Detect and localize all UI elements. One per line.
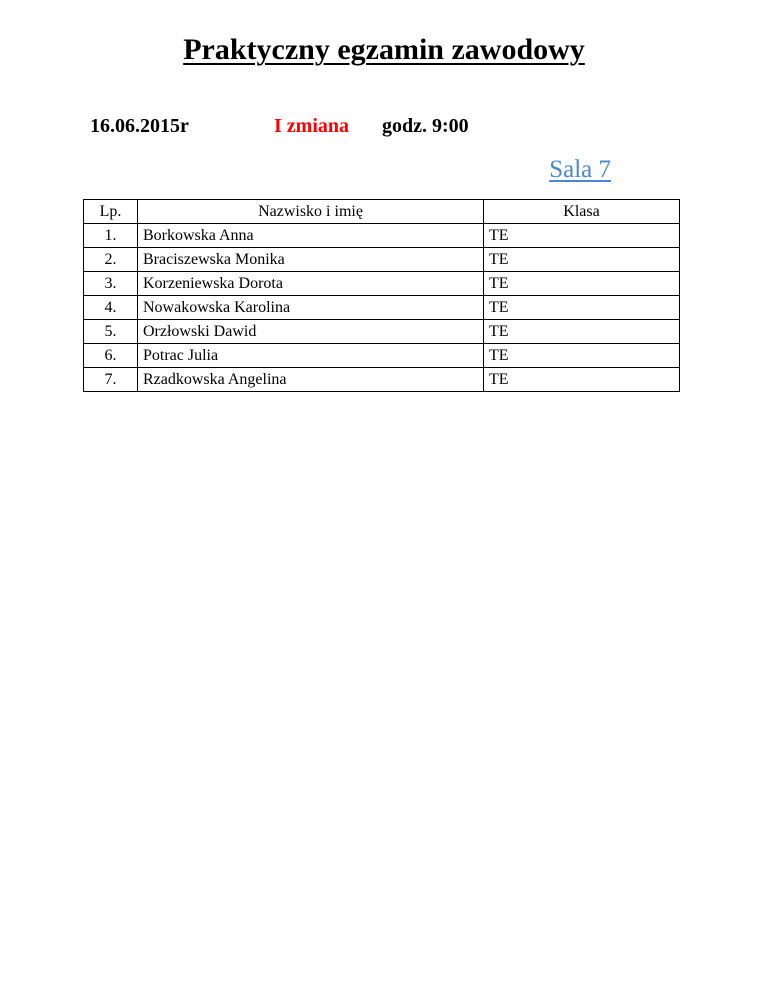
- row-klasa: TE: [484, 272, 680, 296]
- exam-hour: godz. 9:00: [382, 115, 469, 137]
- header-lp: Lp.: [84, 200, 138, 224]
- table-row: [84, 272, 680, 296]
- exam-shift: I zmiana: [274, 115, 349, 137]
- row-name: Rzadkowska Angelina: [138, 368, 484, 392]
- header-klasa: Klasa: [484, 200, 680, 224]
- row-name: Potrac Julia: [138, 344, 484, 368]
- table-row: [84, 248, 680, 272]
- row-klasa: TE: [484, 248, 680, 272]
- row-klasa: TE: [484, 320, 680, 344]
- table-row: [84, 296, 680, 320]
- table-row: [84, 368, 680, 392]
- row-name: Korzeniewska Dorota: [138, 272, 484, 296]
- table-row: [84, 320, 680, 344]
- row-lp: 2.: [84, 248, 138, 272]
- table-header-row: [84, 200, 680, 224]
- row-klasa: TE: [484, 344, 680, 368]
- row-lp: 5.: [84, 320, 138, 344]
- row-lp: 4.: [84, 296, 138, 320]
- row-name: Nowakowska Karolina: [138, 296, 484, 320]
- row-klasa: TE: [484, 368, 680, 392]
- row-lp: 3.: [84, 272, 138, 296]
- room-label: Sala 7: [549, 156, 611, 183]
- row-name: Orzłowski Dawid: [138, 320, 484, 344]
- document-title: Praktyczny egzamin zawodowy: [183, 33, 585, 66]
- row-name: Borkowska Anna: [138, 224, 484, 248]
- row-lp: 7.: [84, 368, 138, 392]
- row-klasa: TE: [484, 224, 680, 248]
- row-lp: 1.: [84, 224, 138, 248]
- student-table: [83, 199, 680, 392]
- row-name: Braciszewska Monika: [138, 248, 484, 272]
- header-name: Nazwisko i imię: [138, 200, 484, 224]
- row-lp: 6.: [84, 344, 138, 368]
- table-row: [84, 224, 680, 248]
- table-row: [84, 344, 680, 368]
- exam-date: 16.06.2015r: [90, 115, 189, 137]
- row-klasa: TE: [484, 296, 680, 320]
